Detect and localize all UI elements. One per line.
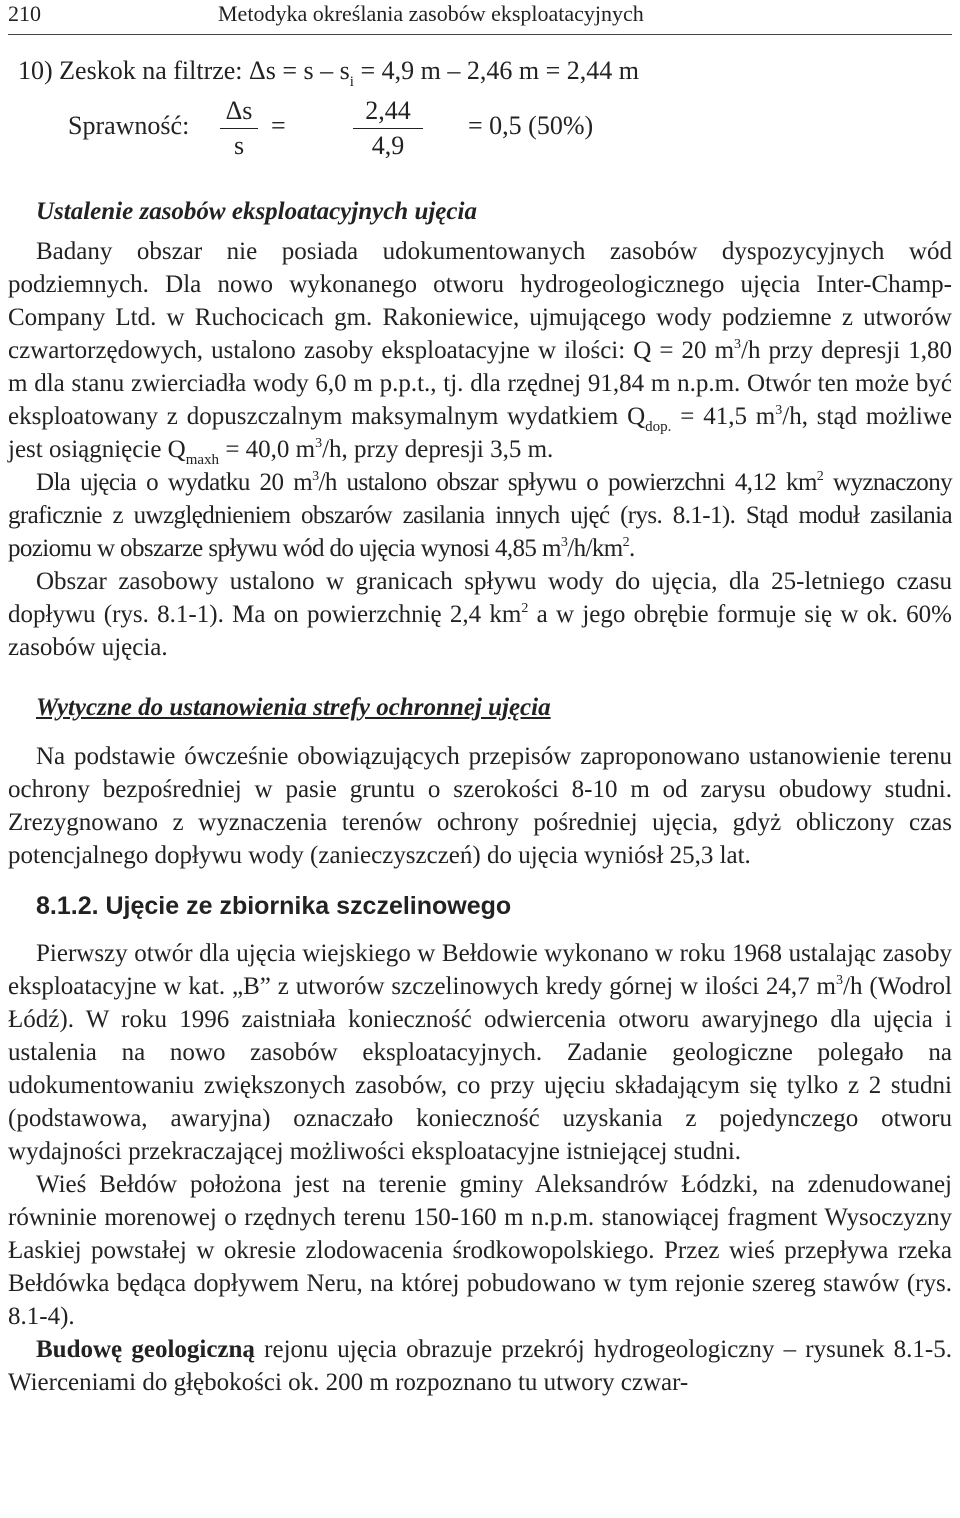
text-run: /h przy depresji 1,80 m dla stanu zwierciadła wody 6,0 m p.p.t., tj. dla rzędnej 91,84 m n.p.m. Otwór ten może być eksploatowany z dopuszczalnym maksymalnym wydatkiem Q <box>8 337 952 430</box>
text-run: wyznaczony graficznie z uwzględnieniem obszarów zasilania innych ujęć (rys. 8.1-1). Stąd moduł zasilania poziomu w obszarze spływu wód do ujęcia wynosi 4,85 m <box>8 469 952 562</box>
superscript: 2 <box>521 601 529 616</box>
text-run: Badany obszar nie posiada udokumentowanych zasobów dyspozycyjnych wód podziemnych. Dla nowo wykonanego otworu hydrogeologicznego ujęcia Inter-Champ-Company Ltd. w Ruchocicach gm. Rakoniewice, ujmującego wody podziemne z utworów czwartorzędowych, ustalono zasoby eksploatacyjne w ilości: Q = 20 m <box>8 238 952 364</box>
running-title: Metodyka określania zasobów eksploatacyjnych <box>218 1 644 26</box>
superscript: 3 <box>775 403 783 418</box>
subsection-heading: 8.1.2. Ujęcie ze zbiornika szczelinowego <box>36 892 512 920</box>
text-run: /h, stąd możliwe jest osiągnięcie Q <box>8 403 952 463</box>
text-run: /h/km <box>567 535 623 562</box>
text-run: Obszar zasobowy ustalono w granicach spływu wody do ujęcia, dla 25-letniego czasu dopływu (rys. 8.1-1). Ma on powierzchnię 2,4 km <box>8 568 952 628</box>
fraction-numerator: 2,44 <box>365 96 411 125</box>
equation-body-b: = 4,9 m – 2,46 m = 2,44 m <box>353 56 639 85</box>
heading-text: Wytyczne do ustanowienia strefy ochronnej ujęcia <box>36 694 551 721</box>
delta-symbol: Δ <box>249 56 266 85</box>
text-run: Pierwszy otwór dla ujęcia wiejskiego w Bełdowie wykonano w roku 1968 ustalając zasoby eksploatacyjne w kat. „B” z utworów szczelinowych kredy górnej w ilości 24,7 m <box>8 940 952 1000</box>
equation-efficiency <box>68 94 628 166</box>
text-run: /h, przy depresji 3,5 m. <box>322 436 554 463</box>
fraction-delta-s-over-s <box>220 94 258 163</box>
equation-body-a: s = s – s <box>265 56 350 85</box>
equation-head-drop <box>18 56 639 90</box>
text-run: /h (Wodrol Łódź). W roku 1996 zaistniała konieczność odwiercenia otworu awaryjnego dla ujęcia i ustalenia na nowo zasobów eksploatacyjnych. Zadanie geologiczne polegało na udokumentowaniu zwiększonych zasobów, co przy ujęciu składającym się tylko z 2 studni (podstawowa, awaryjna) oznaczało konieczność uzyskania z pojedynczego otworu wydajności przekraczającej możliwości eksploatacyjne istniejącej studni. <box>8 973 953 1165</box>
superscript: 3 <box>312 469 319 484</box>
page-number: 210 <box>8 1 41 26</box>
fraction-denominator: s <box>233 131 245 160</box>
equation-prefix: 10) Zeskok na filtrze: <box>18 56 250 85</box>
section-heading-protection-zone <box>8 691 952 724</box>
equals-sign: = <box>271 111 286 140</box>
bold-term: Budowę geologiczną <box>36 1336 255 1363</box>
text-run: = 40,0 m <box>219 436 316 463</box>
fraction-numerator: Δs <box>225 96 253 125</box>
paragraph-recharge-area <box>8 466 952 565</box>
paragraph-beldow-village: Wieś Bełdów położona jest na terenie gminy Aleksandrów Łódzki, na zdenudowanej równinie morenowej o rzędnych terenu 150-160 m n.p.m. stanowiącej fragment Wysoczyzny Łaskiej powstałej w okresie zlodowacenia środkowopolskiego. Przez wieś przepływa rzeka Bełdówka będąca dopływem Neru, na której pobudowano w tym rejonie szereg stawów (rys. 8.1-4). <box>8 1171 952 1330</box>
text-run: /h ustalono obszar spływu o powierzchni 4,12 km <box>318 469 817 496</box>
subscript-maxh: maxh <box>185 452 220 468</box>
superscript: 3 <box>734 337 742 352</box>
paragraph-geology <box>8 1333 952 1399</box>
text-run: Dla ujęcia o wydatku 20 m <box>36 469 313 496</box>
text-run: . <box>628 535 635 562</box>
paragraph-resource-zone <box>8 565 952 664</box>
subscript-i: i <box>349 74 354 90</box>
superscript: 3 <box>836 973 843 988</box>
paragraph-protection-zone: Na podstawie ówcześnie obowiązujących przepisów zaproponowano ustanowienie terenu ochrony bezpośredniej w pasie gruntu o szerokości 8-10 m od zarysu obudowy studni. Zrezygnowano z wyznaczenia terenów ochrony pośredniej ujęcia, gdyż obliczony czas potencjalnego dopływu wody (zanieczyszczeń) do ujęcia wyniósł 25,3 lat. <box>8 743 952 869</box>
page-header <box>8 0 952 35</box>
superscript: 3 <box>560 535 568 550</box>
text-run: = 41,5 m <box>671 403 776 430</box>
fraction-values <box>353 94 423 163</box>
section-heading-resources: Ustalenie zasobów eksploatacyjnych ujęcia <box>36 198 477 225</box>
superscript: 3 <box>315 436 323 451</box>
paragraph-first-well <box>8 937 952 1168</box>
text-run: rejonu ujęcia obrazuje przekrój hydrogeologiczny – rysunek 8.1-5. Wierceniami do głębokości ok. 200 m rozpoznano tu utwory czwar- <box>8 1336 952 1396</box>
efficiency-label: Sprawność: <box>68 111 190 140</box>
paragraph-resources <box>8 235 952 466</box>
subscript-dop: dop. <box>645 419 672 435</box>
efficiency-result: = 0,5 (50%) <box>468 111 594 140</box>
main-text <box>8 195 952 1399</box>
superscript: 2 <box>622 535 629 550</box>
fraction-denominator: 4,9 <box>371 131 405 160</box>
text-run: a w jego obrębie formuje się w ok. 60% zasobów ujęcia. <box>8 601 952 661</box>
superscript: 2 <box>816 469 824 484</box>
